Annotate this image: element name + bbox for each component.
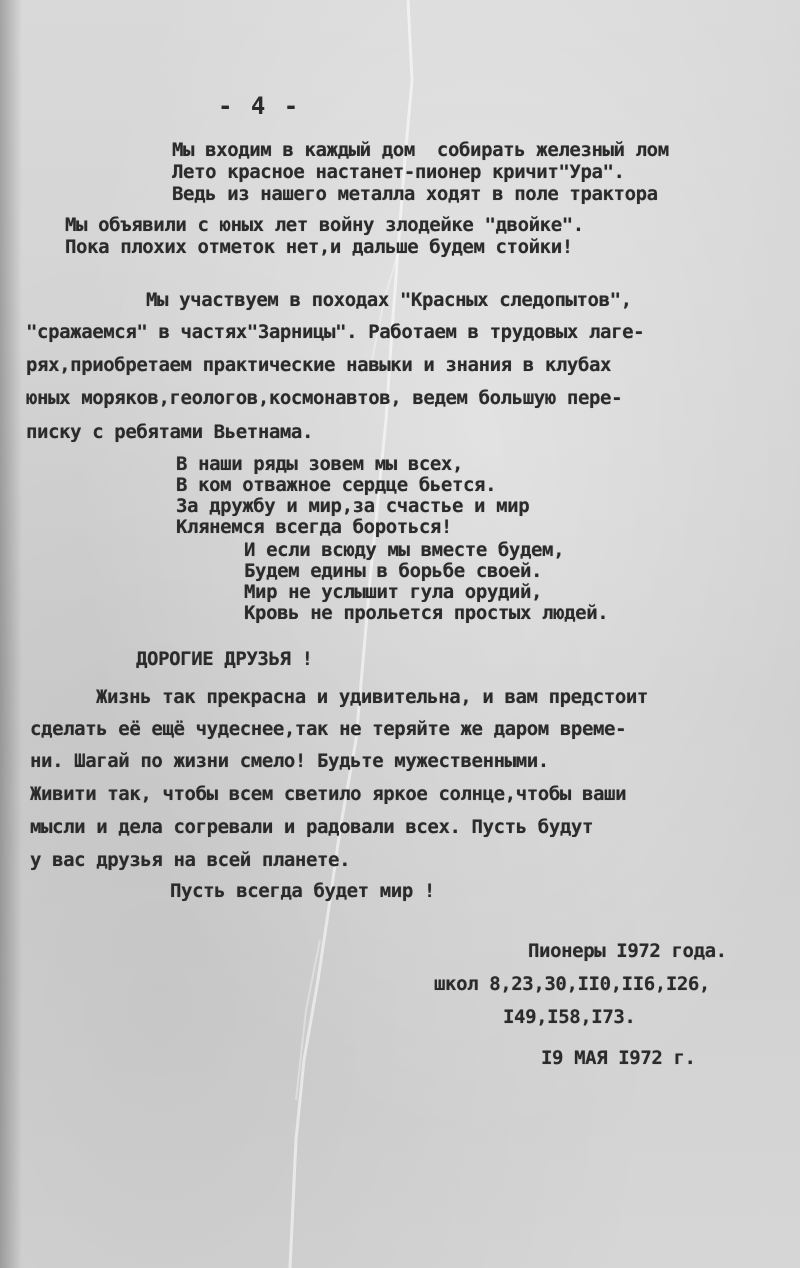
poem2-line: Мы объявили с юных лет войну злодейке "двойке". — [65, 214, 584, 236]
poem3-line: В ком отважное сердце бьется. — [176, 474, 497, 496]
greeting-heading: ДОРОГИЕ ДРУЗЬЯ ! — [136, 648, 313, 670]
poem4-line: Кровь не прольется простых людей. — [244, 602, 609, 624]
poem3-line: В наши ряды зовем мы всех, — [176, 453, 464, 475]
signature-line: Пионеры I972 года. — [528, 940, 727, 962]
poem1-line: Лето красное настанет-пионер кричит"Ура". — [172, 161, 625, 183]
signature-date: I9 МАЯ I972 г. — [541, 1047, 696, 1069]
poem3-line: Клянемся всегда бороться! — [176, 516, 452, 538]
poem1-line: Мы входим в каждый дом собирать железный лом — [172, 139, 669, 161]
signature-line: I49,I58,I73. — [503, 1006, 636, 1028]
poem2-line: Пока плохих отметок нет,и дальше будем стойки! — [65, 236, 573, 258]
paragraph2-line: Жизнь так прекрасна и удивительна, и вам предстоит — [96, 686, 648, 708]
paragraph1-line: юных моряков,геологов,космонавтов, ведем большую пере- — [26, 387, 623, 409]
poem4-line: Мир не услышит гула орудий, — [244, 581, 543, 603]
signature-line: школ 8,23,30,II0,II6,I26, — [434, 973, 710, 995]
paragraph2-line: Живити так, чтобы всем светило яркое солнце,чтобы ваши — [30, 783, 627, 805]
paragraph2-line: у вас друзья на всей планете. — [30, 849, 351, 871]
paragraph1-line: "сражаемся" в частях"Зарницы". Работаем в трудовых лаге- — [26, 321, 645, 343]
poem3-line: За дружбу и мир,за счастье и мир — [176, 495, 530, 517]
paragraph2-line: сделать её ещё чудеснее,так не теряйте же даром време- — [30, 718, 627, 740]
poem1-line: Ведь из нашего металла ходят в поле трактора — [172, 183, 658, 205]
paragraph2-line: мысли и дела согревали и радовали всех. Пусть будут — [30, 816, 593, 838]
paragraph1-line: писку с ребятами Вьетнама. — [26, 421, 314, 443]
poem4-line: Будем едины в борьбе своей. — [244, 560, 543, 582]
page-number: - 4 - — [218, 92, 301, 120]
paragraph2-line: ни. Шагай по жизни смело! Будьте мужественными. — [30, 750, 549, 772]
closing-line: Пусть всегда будет мир ! — [170, 880, 435, 902]
paragraph1-line: рях,приобретаем практические навыки и знания в клубах — [26, 354, 612, 376]
paragraph1-line: Мы участвуем в походах "Красных следопытов", — [146, 289, 632, 311]
poem4-line: И если всюду мы вместе будем, — [244, 539, 565, 561]
